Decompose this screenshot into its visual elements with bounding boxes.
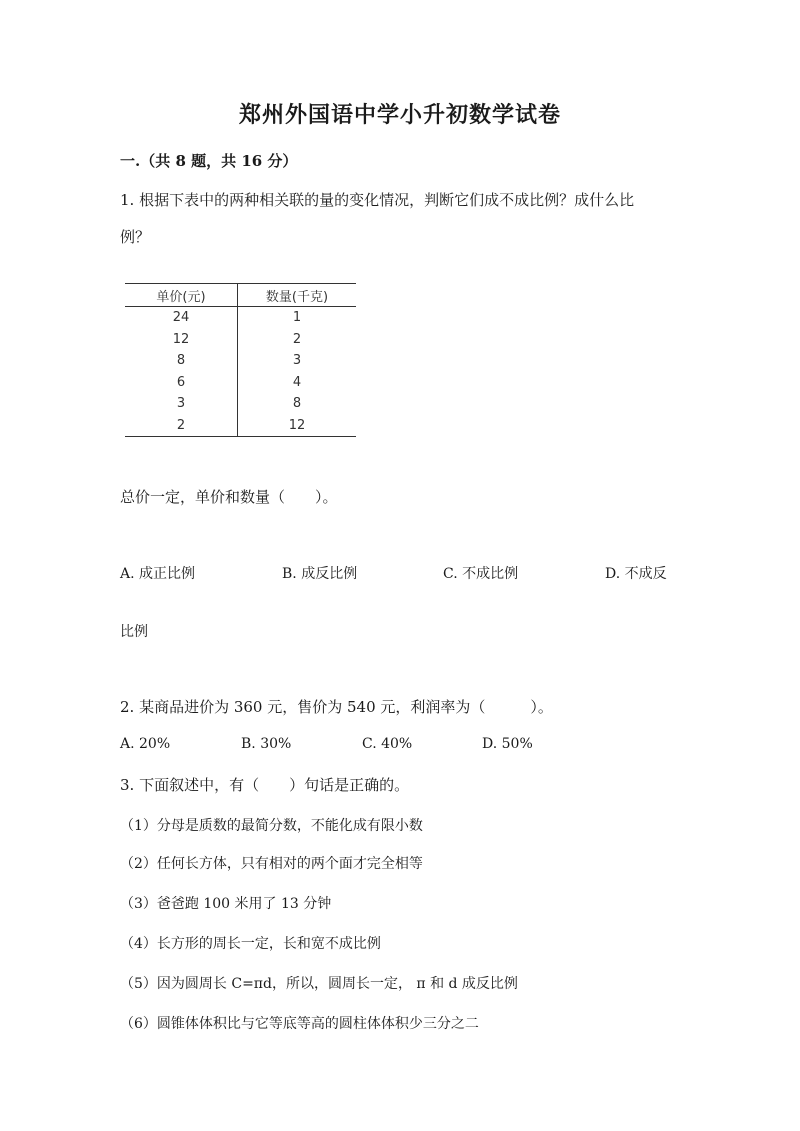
- question-1-option-d: D. 不成反: [605, 566, 667, 582]
- table-cell: 3: [125, 393, 238, 415]
- question-3-statement-5: （5）因为圆周长 C=πd，所以，圆周长一定， π 和 d 成反比例: [120, 976, 518, 992]
- table-cell: 24: [125, 307, 238, 329]
- table-cell: 2: [292, 331, 302, 347]
- table-cell: 8: [292, 396, 302, 412]
- question-2-option-a: A. 20%: [120, 736, 171, 752]
- question-1-option-a: A. 成正比例: [120, 566, 196, 582]
- table-row: [125, 329, 356, 351]
- question-1-option-b: B. 成反比例: [282, 566, 358, 582]
- table-cell: 4: [292, 374, 302, 390]
- question-3-statement-3: （3）爸爸跑 100 米用了 13 分钟: [120, 896, 332, 912]
- price-quantity-table: [125, 283, 356, 437]
- question-2-option-c: C. 40%: [362, 736, 413, 752]
- table-row: [125, 350, 356, 372]
- table-row: [125, 393, 356, 415]
- question-3-stem: 3. 下面叙述中，有（ ）句话是正确的。: [120, 776, 410, 794]
- table-cell: 6: [125, 372, 238, 394]
- question-3-statement-1: （1）分母是质数的最简分数，不能化成有限小数: [120, 818, 423, 834]
- question-1-option-d-continued: 比例: [120, 624, 148, 640]
- question-1-text-line1: 1. 根据下表中的两种相关联的量的变化情况，判断它们成不成比例？成什么比: [120, 191, 635, 209]
- table-header-row: [125, 284, 356, 307]
- table-cell: 12: [238, 415, 357, 437]
- table-row: [125, 372, 356, 394]
- table-cell: 2: [125, 415, 238, 437]
- question-3-statement-4: （4）长方形的周长一定，长和宽不成比例: [120, 936, 381, 952]
- table-cell: 8: [125, 350, 238, 372]
- table-cell: 1: [292, 310, 302, 326]
- table-row: [125, 415, 356, 437]
- table-cell: 12: [125, 329, 238, 351]
- table-header-cell: 数量(千克): [238, 284, 357, 307]
- question-3-statement-6: （6）圆锥体体积比与它等底等高的圆柱体体积少三分之二: [120, 1016, 479, 1032]
- question-1-option-c: C. 不成比例: [443, 566, 519, 582]
- table-row: [125, 307, 356, 329]
- question-3-statement-2: （2）任何长方体，只有相对的两个面才完全相等: [120, 856, 423, 872]
- table-header-cell: 单价(元): [125, 284, 238, 307]
- table-cell: 3: [292, 353, 302, 369]
- page-title: 郑州外国语中学小升初数学试卷: [238, 102, 561, 128]
- question-1-text-line2: 例？: [120, 228, 151, 246]
- question-2-option-b: B. 30%: [241, 736, 292, 752]
- section-heading: 一.（共 8 题，共 16 分）: [120, 152, 298, 170]
- question-1-stem: 总价一定，单价和数量（ ）。: [120, 488, 338, 506]
- question-2-option-d: D. 50%: [482, 736, 533, 752]
- question-2-stem: 2. 某商品进价为 360 元，售价为 540 元，利润率为（ ）。: [120, 698, 553, 716]
